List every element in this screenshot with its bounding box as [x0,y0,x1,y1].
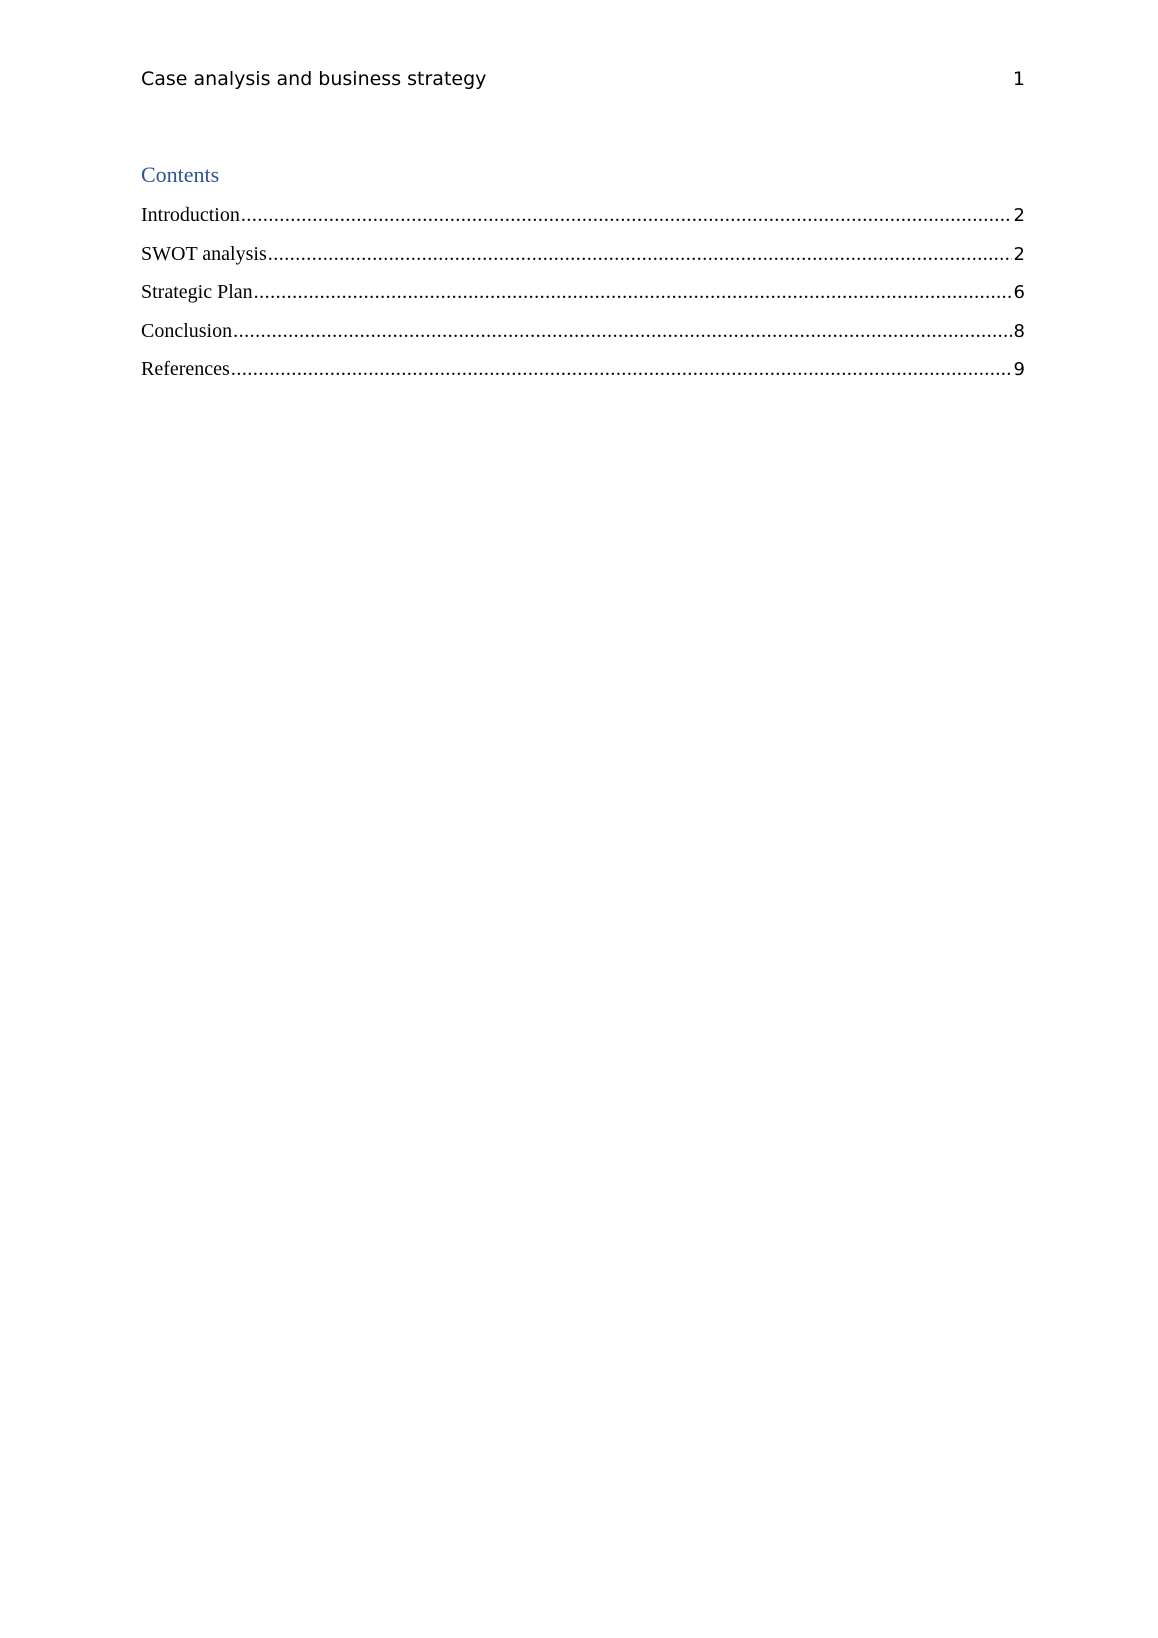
header-page-number: 1 [1012,68,1025,90]
toc-entry-introduction[interactable] [141,204,1025,243]
toc-leader-dots [233,320,1011,343]
toc-leader-dots [231,358,1012,381]
toc-heading: Contents [141,162,220,187]
toc-entry-title: Strategic Plan [141,281,253,303]
page-header [141,68,1025,96]
toc-entry-title: Conclusion [141,319,233,342]
toc-entry-references[interactable] [141,358,1025,397]
toc-entry-page: 6 [1013,282,1025,303]
toc-entry-swot-analysis[interactable] [141,243,1025,282]
toc-entry-title: References [141,358,230,380]
toc-entry-conclusion[interactable] [141,320,1025,359]
toc-entry-strategic-plan[interactable] [141,281,1025,320]
toc-entry-page: 2 [1013,205,1025,226]
toc-leader-dots [241,204,1012,227]
toc-entry-title: SWOT analysis [141,242,267,265]
table-of-contents [141,204,1025,397]
toc-leader-dots [254,281,1012,304]
toc-entry-page: 8 [1013,320,1025,342]
header-title: Case analysis and business strategy [141,68,487,90]
toc-entry-page: 2 [1013,243,1025,265]
toc-entry-title: Introduction [141,204,240,226]
toc-leader-dots [268,243,1012,266]
toc-entry-page: 9 [1013,359,1025,380]
